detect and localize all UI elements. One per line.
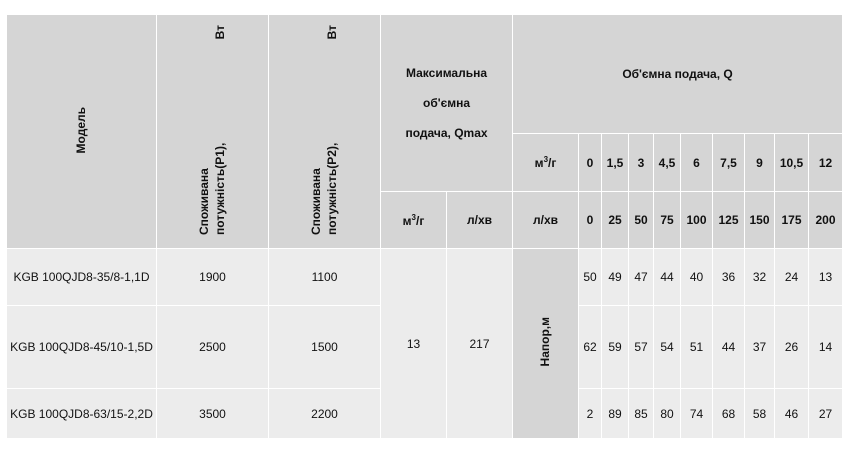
table-row [7, 249, 843, 306]
qmax-lpm-cell: 217 [447, 249, 513, 439]
head-cell: 13 [809, 249, 843, 306]
flow-lpm-1: 25 [602, 192, 629, 249]
p1-header-line2: потужність(P1), Вт [213, 25, 228, 235]
flow-lpm-3: 75 [654, 192, 681, 249]
p2-header-cell [269, 15, 381, 249]
model-cell: KGB 100QJD8-45/10-1,5D [7, 306, 157, 389]
qmax-m3h-cell: 13 [381, 249, 447, 439]
qmax-m3-suffix: /г [416, 213, 425, 228]
p1-header-line1: Споживана [197, 168, 212, 235]
p2-header [308, 25, 340, 235]
flow-m3h-3: 4,5 [654, 134, 681, 192]
model-header: Модель [74, 106, 89, 154]
pump-spec-table [6, 14, 843, 439]
head-cell: 2 [579, 389, 602, 439]
m3-exp: 3 [543, 155, 549, 164]
flow-m3h-1: 1,5 [602, 134, 629, 192]
flow-header: Об'ємна подача, Q [513, 15, 843, 134]
qmax-header-line1: Максимальна об'ємна [405, 66, 488, 110]
head-cell: 54 [654, 306, 681, 389]
head-cell: 62 [579, 306, 602, 389]
model-cell: KGB 100QJD8-63/15-2,2D [7, 389, 157, 439]
flow-lpm-8: 200 [809, 192, 843, 249]
head-cell: 89 [602, 389, 629, 439]
flow-unit-m3h [513, 134, 579, 192]
qmax-header-line2: подача, Qmax [405, 126, 488, 140]
head-cell: 80 [654, 389, 681, 439]
p2-cell: 2200 [269, 389, 381, 439]
p2-cell: 1100 [269, 249, 381, 306]
head-cell: 50 [579, 249, 602, 306]
head-cell: 49 [602, 249, 629, 306]
qmax-header [381, 15, 513, 192]
head-cell: 44 [654, 249, 681, 306]
p1-cell: 1900 [157, 249, 269, 306]
qmax-unit-m3h [381, 192, 447, 249]
flow-m3h-4: 6 [681, 134, 713, 192]
model-header-cell [7, 15, 157, 249]
flow-lpm-6: 150 [745, 192, 775, 249]
flow-m3h-5: 7,5 [713, 134, 745, 192]
head-cell: 24 [775, 249, 809, 306]
model-cell: KGB 100QJD8-35/8-1,1D [7, 249, 157, 306]
p1-cell: 3500 [157, 389, 269, 439]
flow-m3h-7: 10,5 [775, 134, 809, 192]
flow-lpm-0: 0 [579, 192, 602, 249]
flow-m3h-6: 9 [745, 134, 775, 192]
head-cell: 32 [745, 249, 775, 306]
m3-suffix: /г [548, 156, 557, 170]
head-label: Напор,м [538, 317, 553, 367]
qmax-unit-lpm: л/хв [447, 192, 513, 249]
head-cell: 59 [602, 306, 629, 389]
m3-base: м [534, 156, 544, 170]
head-cell: 40 [681, 249, 713, 306]
qmax-m3-exp: 3 [411, 212, 416, 222]
flow-m3h-2: 3 [629, 134, 654, 192]
flow-lpm-4: 100 [681, 192, 713, 249]
head-cell: 47 [629, 249, 654, 306]
head-cell: 46 [775, 389, 809, 439]
p2-cell: 1500 [269, 306, 381, 389]
head-cell: 36 [713, 249, 745, 306]
flow-m3h-0: 0 [579, 134, 602, 192]
p2-header-line2: потужність(P2), Вт [325, 25, 340, 235]
p1-header-cell [157, 15, 269, 249]
head-cell: 68 [713, 389, 745, 439]
head-label-cell [513, 249, 579, 439]
p1-cell: 2500 [157, 306, 269, 389]
flow-lpm-2: 50 [629, 192, 654, 249]
head-cell: 51 [681, 306, 713, 389]
head-cell: 58 [745, 389, 775, 439]
head-cell: 26 [775, 306, 809, 389]
p2-header-line1: Споживана [309, 168, 324, 235]
qmax-m3-base: м [402, 213, 412, 228]
p1-header [196, 25, 228, 235]
flow-unit-lpm: л/хв [513, 192, 579, 249]
head-cell: 85 [629, 389, 654, 439]
head-cell: 14 [809, 306, 843, 389]
flow-lpm-7: 175 [775, 192, 809, 249]
flow-lpm-5: 125 [713, 192, 745, 249]
flow-m3h-8: 12 [809, 134, 843, 192]
head-cell: 27 [809, 389, 843, 439]
head-cell: 37 [745, 306, 775, 389]
head-cell: 44 [713, 306, 745, 389]
head-cell: 74 [681, 389, 713, 439]
head-cell: 57 [629, 306, 654, 389]
